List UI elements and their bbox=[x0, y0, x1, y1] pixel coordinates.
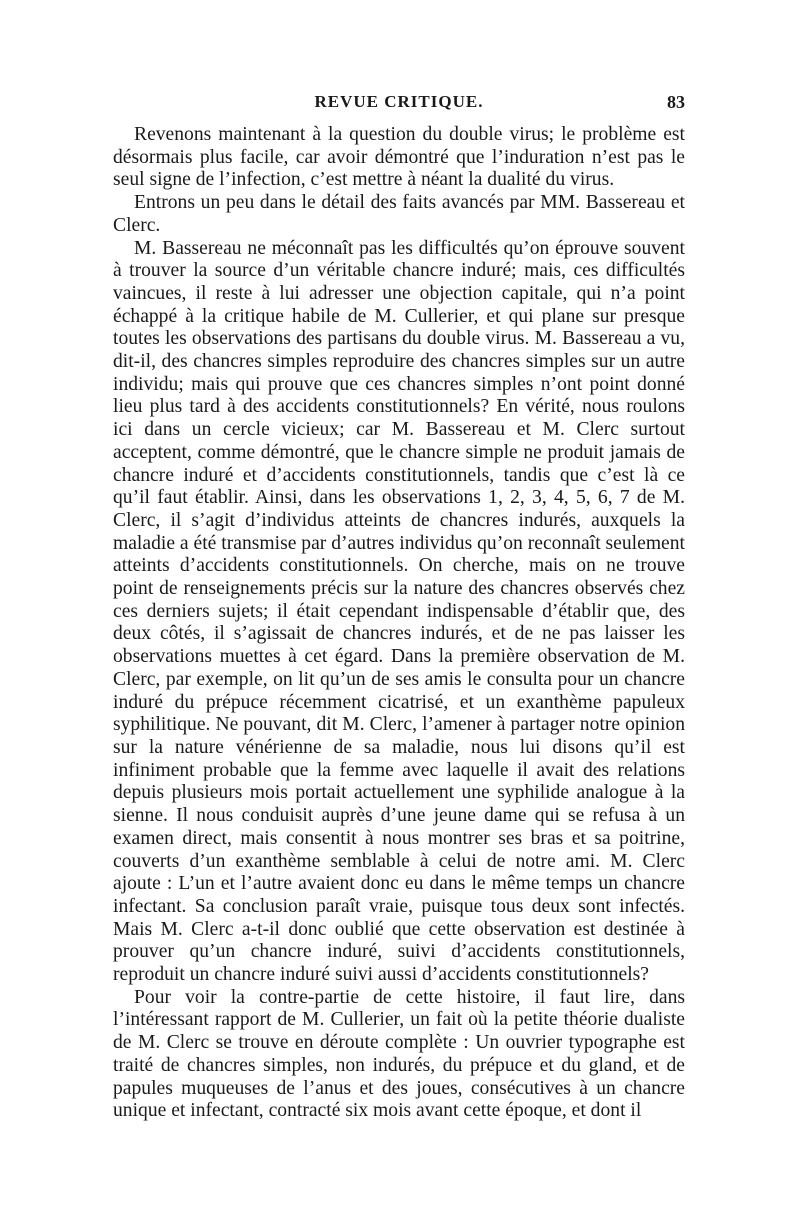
paragraph: Revenons maintenant à la question du double virus; le problème est désormais plus facile, car avoir démontré que l’induration n’est pas le seul signe de l’infection, c’est mettre à néant la dualité du virus. bbox=[113, 124, 685, 191]
paragraph: M. Bassereau ne méconnaît pas les difficultés qu’on éprouve souvent à trouver la source d’un véritable chancre induré; mais, ces difficultés vaincues, il reste à lui adresser une objection capitale, qui n’a point échappé à la critique habile de M. Cullerier, et qui plane sur presque toutes les observations des partisans du double virus. M. Bassereau a vu, dit-il, des chancres simples reproduire des chancres simples sur un autre individu; mais qui prouve que ces chancres simples n’ont point donné lieu plus tard à des accidents constitutionnels? En vérité, nous roulons ici dans un cercle vicieux; car M. Bassereau et M. Clerc surtout acceptent, comme démontré, que le chancre simple ne produit jamais de chancre induré et d’accidents constitutionnels, tandis que c’est là ce qu’il faut établir. Ainsi, dans les observations 1, 2, 3, 4, 5, 6, 7 de M. Clerc, il s’agit d’individus atteints de chancres indurés, auxquels la maladie a été transmise par d’autres individus qu’on reconnaît seulement atteints d’accidents constitutionnels. On cherche, mais on ne trouve point de renseignements précis sur la nature des chancres observés chez ces derniers sujets; il était cependant indispensable d’établir que, des deux côtés, il s’agissait de chancres indurés, et de ne pas laisser les observations muettes à cet égard. Dans la première observation de M. Clerc, par exemple, on lit qu’un de ses amis le consulta pour un chancre induré du prépuce récemment cicatrisé, et un exanthème papuleux syphilitique. Ne pouvant, dit M. Clerc, l’amener à partager notre opinion sur la nature vénérienne de sa maladie, nous lui disons qu’il est infiniment probable que la femme avec laquelle il avait des relations depuis plusieurs mois portait actuellement une syphilide analogue à la sienne. Il nous conduisit auprès d’une jeune dame qui se refusa à un examen direct, mais consentit à nous montrer ses bras et sa poitrine, couverts d’un exanthème semblable à celui de notre ami. M. Clerc ajoute : L’un et l’autre avaient donc eu dans le même temps un chancre infectant. Sa conclusion paraît vraie, puisque tous deux sont infectés. Mais M. Clerc a-t-il donc oublié que cette observation est destinée à prouver qu’un chancre induré, suivi d’accidents constitutionnels, reproduit un chancre induré suivi aussi d’accidents constitutionnels? bbox=[113, 237, 685, 986]
paragraph: Entrons un peu dans le détail des faits avancés par MM. Bassereau et Clerc. bbox=[113, 192, 685, 236]
running-head bbox=[113, 92, 685, 124]
paragraph: Pour voir la contre-partie de cette histoire, il faut lire, dans l’intéressant rapport de M. Cullerier, un fait où la petite théorie dualiste de M. Clerc se trouve en déroute complète : Un ouvrier typographe est traité de chancres simples, non indurés, du prépuce et du gland, et de papules muqueuses de l’anus et des joues, consécutives à un chancre unique et infectant, contracté six mois avant cette époque, et dont il bbox=[113, 986, 685, 1122]
body-text bbox=[113, 124, 685, 1123]
page-number: 83 bbox=[667, 92, 685, 112]
running-title: REVUE CRITIQUE. bbox=[314, 92, 484, 111]
book-page bbox=[113, 92, 685, 1123]
